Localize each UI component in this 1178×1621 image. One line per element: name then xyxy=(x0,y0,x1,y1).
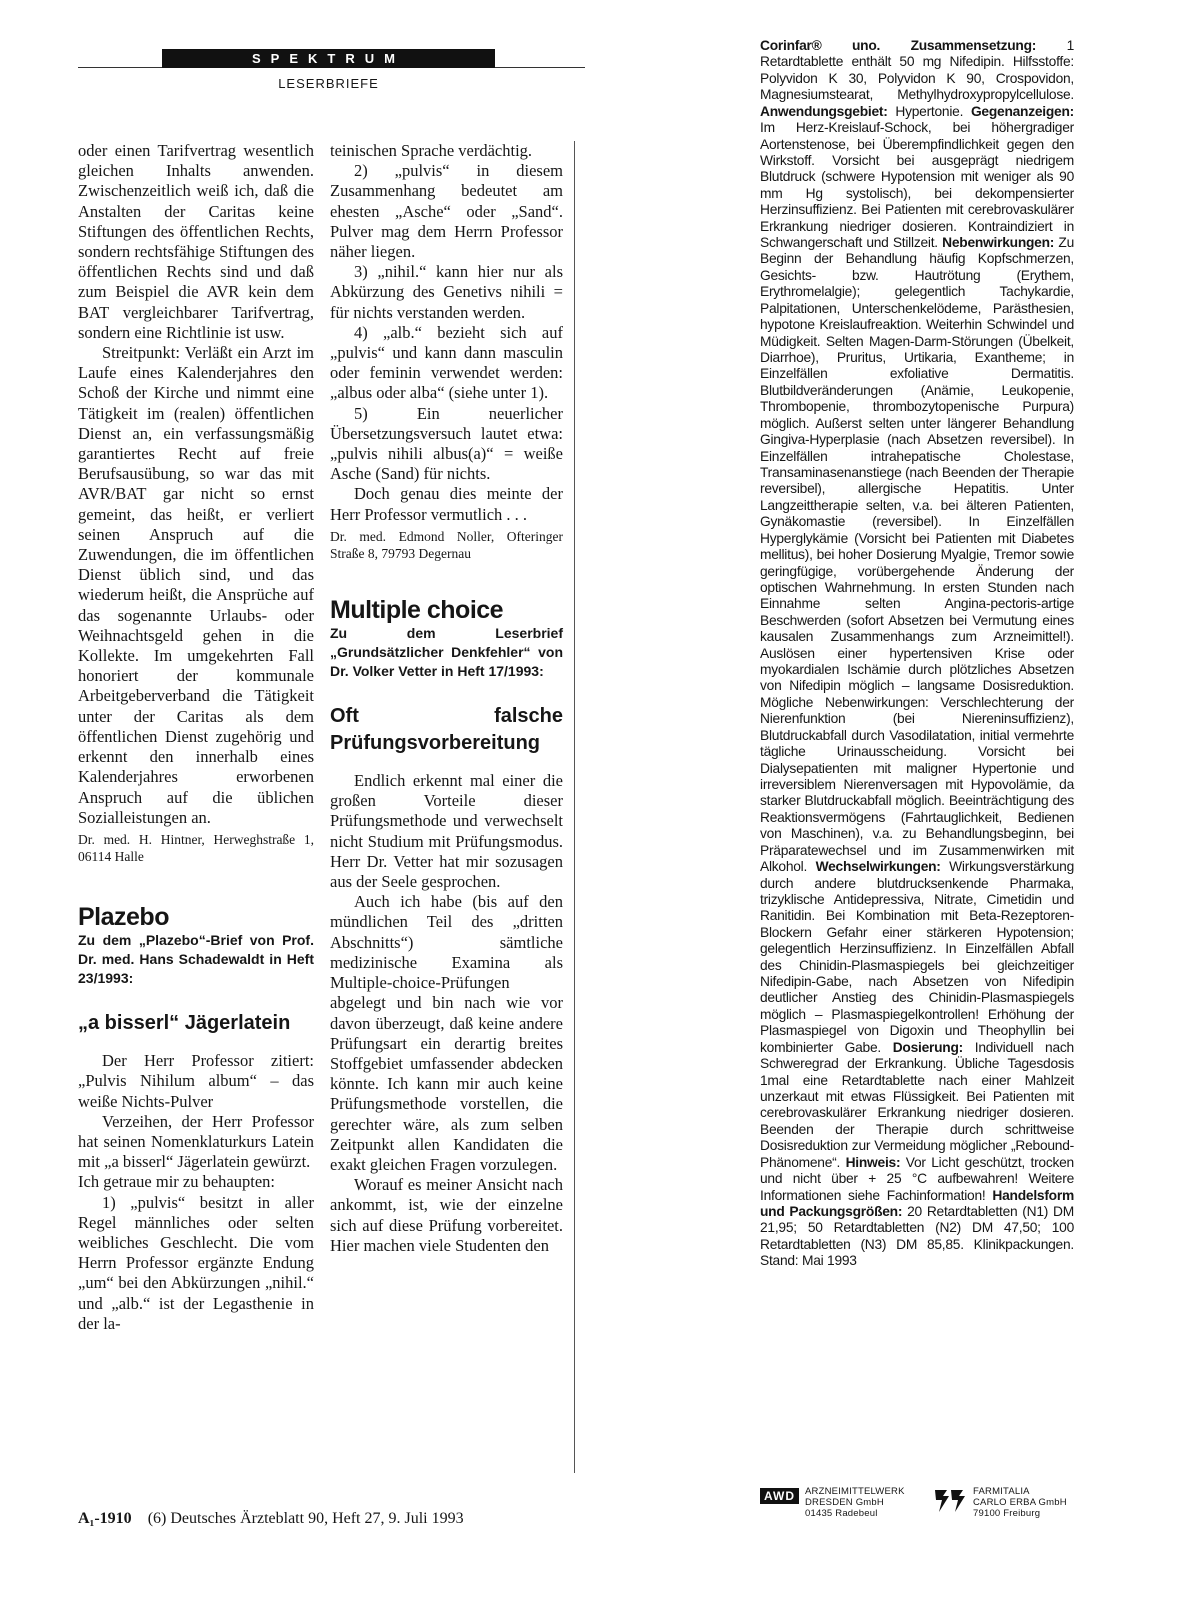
letter-paragraph: Worauf es meiner Ansicht nach ankommt, ist, wie der einzelne sich auf diese Prüfung vorbereitet. Hier machen viele Studenten den xyxy=(330,1175,563,1255)
section-label: SPEKTRUM xyxy=(162,49,495,68)
letter-paragraph: oder einen Tarifvertrag wesentlich gleichen Inhalts anwenden. Zwischenzeitlich weiß ich, daß die Anstalten der Caritas keine Stiftungen des öffentlichen Rechts, sondern rechtsfähige Stiftungen des öffentlichen Rechts sind und daß zum Beispiel die AVR kein dem BAT vergleichbarer Tarifvertrag, sondern eine Richtlinie ist usw. xyxy=(78,141,314,342)
letter-paragraph: Streitpunkt: Verläßt ein Arzt im Laufe eines Kalenderjahres den Schoß der Kirche und nimmt eine Tätigkeit im (realen) öffentlichen Dienst an, ein verfassungsmäßig garantiertes Recht auf freie Berufsausübung, so war das mit AVR/BAT gar nicht so ernst gemeint, das heißt, er verliert seinen Anspruch auf die Zuwendungen, die im öffentlichen Dienst üblich sind, und das wiederum heißt, die Ansprüche auf das sogenannte Urlaubs- oder Weihnachtsgeld gehen in die Kollekte. Im umgekehrten Fall honoriert der kommunale Arbeitgeberverband die Tätigkeit unter der Caritas als dem öffentlichen Dienst zugehörig und erkennt den innerhalb eines Kalenderjahres erworbenen Anspruch auf die üblichen Sozialleistungen an. xyxy=(78,343,314,827)
column-2 xyxy=(330,141,563,1256)
column-1 xyxy=(78,141,314,1334)
info-key: Handelsform und Packungsgrößen: xyxy=(760,1187,1074,1219)
farmitalia-logo xyxy=(933,1486,1067,1519)
letter-paragraph: Der Herr Professor zitiert: „Pulvis Nihilum album“ – das weiße Nichts-Pulver xyxy=(78,1051,314,1111)
awd-logo xyxy=(760,1486,905,1519)
article-title: Plazebo xyxy=(78,902,169,931)
letter-paragraph: Auch ich habe (bis auf den mündlichen Teil des „dritten Abschnitts“) sämtliche medizinische Examina als Multiple-choice-Prüfungen abgelegt und bin nach wie vor davon überzeugt, daß keine andere Prüfungsart ein derartig breites Stoffgebiet umfassender abdecken könnte. Ich kann mir auch keine Prüfungsmethode vorstellen, die gerechter wäre, als zum selben Zeitpunkt allen Kandidaten die exakt gleichen Fragen vorzulegen. xyxy=(330,892,563,1174)
letter-paragraph: Ich getraue mir zu behaupten: xyxy=(78,1172,275,1192)
letter-paragraph: 3) „nihil.“ kann hier nur als Abkürzung des Genetivs nihili = für nichts verstanden werden. xyxy=(330,262,563,322)
info-key: Dosierung: xyxy=(892,1039,964,1055)
header-rule-right xyxy=(495,67,585,68)
letter-signature: Dr. med. H. Hintner, Herweghstraße 1, 06114 Halle xyxy=(78,831,314,864)
farmitalia-line: CARLO ERBA GmbH xyxy=(973,1497,1067,1508)
subsection-label: LESERBRIEFE xyxy=(278,76,379,91)
info-text: 1 Retardtablette enthält 50 mg Nifedipin. Hilfsstoffe: Polyvidon K 30, Polyvidon K 90, Crospovidon, Magnesiumstearat, Methylhydroxypropylcellulose. xyxy=(760,38,1074,103)
info-key: Anwendungsgebiet: xyxy=(760,103,888,119)
info-text: 20 Retardtabletten (N1) DM 21,95; 50 Retardtabletten (N2) DM 47,50; 100 Retardtabletten (N3) DM 85,85. Klinikpackungen. Stand: Mai 1993 xyxy=(760,1203,1074,1269)
letter-paragraph: teinischen Sprache verdächtig. xyxy=(330,141,533,160)
info-text: Wirkungsverstärkung durch andere blutdrucksenkende Pharmaka, trizyklische Antidepressiva, Nitrate, Cimetidin und Ranitidin. Bei Kombination mit Beta-Rezeptoren-Blockern Gefahr einer stärkeren Hypotension; gelegentlich Herzinsuffizienz. In Einzelfällen Abfall des Chinidin-Plasmaspiegels bei gleichzeitiger Nifedipin-Gabe, nach Absetzen von Nifedipin deutlicher Anstieg des Chinidin-Plasmaspiegels möglich – Plasmaspiegelkontrollen! Erhöhung der Plasmaspiegel von Digoxin und Theophyllin bei kombinierter Gabe. xyxy=(760,859,1074,1055)
drug-information xyxy=(760,38,1074,1270)
awd-line: 01435 Radebeul xyxy=(805,1508,878,1519)
info-key: Zusammensetzung: xyxy=(910,38,1037,53)
journal-citation: (6) Deutsches Ärzteblatt 90, Heft 27, 9. Juli 1993 xyxy=(147,1510,464,1527)
farmitalia-line: 79100 Freiburg xyxy=(973,1508,1041,1519)
farmitalia-line: FARMITALIA xyxy=(973,1486,1030,1497)
letter-paragraph: Doch genau dies meinte der Herr Professor vermutlich . . . xyxy=(330,484,563,524)
info-text: Zu Beginn der Behandlung häufig Kopfschmerzen, Gesichts- bzw. Hautrötung (Erythem, Erythromelalgie); gelegentlich Tachykardie, Palpitationen, Unterschenkelödeme, Parästhesien, hypotone Kreislaufreaktion. Weiterhin Schwindel und Müdigkeit. Selten Magen-Darm-Störungen (Übelkeit, Diarrhoe), Pruritus, Urtikaria, Exantheme; in Einzelfällen exfoliative Dermatitis. Blutbildveränderungen (Anämie, Leukopenie, Thrombopenie, thrombozytopenische Purpura) möglich. Außerst selten unter längerer Behandlung Gingiva-Hyperplasie (nach Absetzen reversibel). In Einzelfällen intrahepatische Cholestase, Transaminasenanstiege (nach Beenden der Therapie reversibel), allergische Hepatitis. Unter Langzeittherapie selten, v.a. bei älteren Patienten, Gynäkomastie (reversibel). In Einzelfällen Hyperglykämie (Vorsicht bei Patienten mit Diabetes mellitus), bei hoher Dosierung Myalgie, Tremor sowie geringfügige, vorübergehende Änderung der optischen Wahrnehmung. In ersten Stunden nach Einnahme selten Angina-pectoris-artige Beschwerden (sofort Absetzen bei Vermutung eines kausalen Zusammenhangs zum Arzneimittel!). Auslösen einer hypertensiven Krise oder myokardialen Ischämie durch plötzliches Absetzen von Nifedipin möglich – langsame Dosisreduktion. Mögliche Nebenwirkungen: Verschlechterung der Nierenfunktion (bei Niereninsuffizienz), Blutdruckabfall durch Vasodilatation, initial vermehrte tägliche Urinausscheidung. Vorsicht bei Dialysepatienten mit maligner Hypertonie und irreversiblem Nierenversagen mit Hypovolämie, da starker Blutdruckabfall möglich. Beeinträchtigung des Reaktionsvermögens (Fahrtauglichkeit, Bedienen von Maschinen), v.a. zu Behandlungsbeginn, bei Präparatewechsel und im Zusammenwirken mit Alkohol. xyxy=(760,235,1074,875)
letter-paragraph: 1) „pulvis“ besitzt in aller Regel männliches oder selten weibliches Geschlecht. Die vom Herrn Professor ergänzte Endung „um“ bei den Abkürzungen „nihil.“ und „alb.“ ist der Legasthenie in der la- xyxy=(78,1192,314,1333)
info-text: Individuell nach Schweregrad der Erkrankung. Übliche Tagesdosis 1mal eine Retardtablette nach einer Mahlzeit unzerkaut mit etwas Flüssigkeit. Bei Patienten mit cerebrovaskulärer Erkrankung niedriger dosieren. Beenden der Therapie durch schrittweise Dosisreduktion zur Vermeidung möglicher „Rebound-Phänomene“. xyxy=(760,1039,1074,1170)
info-text: Im Herz-Kreislauf-Schock, bei höhergradiger Aortenstenose, bei Überempfindlichkeit gegen den Wirkstoff. Vorsicht bei ausgeprägt niedrigem Blutdruck (schwere Hypotension mit weniger als 90 mm Hg systolisch), bei dekompensierter Herzinsuffizienz. Bei Patienten mit cerebrovaskulärer Erkrankung niedriger dosieren. Kontraindiziert in Schwangerschaft und Stillzeit. xyxy=(760,120,1074,251)
awd-line: DRESDEN GmbH xyxy=(805,1497,884,1508)
info-key: Hinweis: xyxy=(845,1154,901,1170)
article-title: Multiple choice xyxy=(330,595,504,624)
article-subtitle: Oft falsche Prüfungsvorbereitung xyxy=(330,705,563,755)
article-intro: Zu dem „Plazebo“-Brief von Prof. Dr. med. Hans Schadewaldt in Heft 23/1993: xyxy=(78,932,314,987)
info-key: Wechselwirkungen: xyxy=(815,859,941,875)
info-key: Gegenanzeigen: xyxy=(970,103,1074,119)
letter-signature: Dr. med. Edmond Noller, Ofteringer Straße 8, 79793 Degernau xyxy=(330,528,563,561)
article-intro: Zu dem Leserbrief „Grundsätzlicher Denkfehler“ von Dr. Volker Vetter in Heft 17/1993: xyxy=(330,625,563,680)
farmitalia-emblem-icon xyxy=(933,1486,967,1516)
page-footer xyxy=(78,1510,464,1528)
letter-paragraph: Endlich erkennt mal einer die großen Vorteile dieser Prüfungsmethode und verwechselt nicht Studium mit Prüfungsmodus. Herr Dr. Vetter hat mir sozusagen aus der Seele gesprochen. xyxy=(330,771,563,892)
page-id: A₁-1910 xyxy=(78,1510,132,1527)
letter-paragraph: 2) „pulvis“ in diesem Zusammenhang bedeutet am ehesten „Asche“ oder „Sand“. Pulver mag dem Herrn Professor näher liegen. xyxy=(330,161,563,262)
awd-line: ARZNEIMITTELWERK xyxy=(805,1486,905,1497)
info-text: Vor Licht geschützt, trocken und nicht über + 25 °C aufbewahren! Weitere Informationen siehe Fachinformation! xyxy=(760,1154,1074,1203)
article-subtitle: „a bisserl“ Jägerlatein xyxy=(78,1012,291,1035)
column-divider xyxy=(574,141,575,1473)
letter-paragraph: 4) „alb.“ bezieht sich auf „pulvis“ und kann dann masculin oder feminin verwendet werden: „albus oder alba“ (siehe unter 1). xyxy=(330,322,563,403)
letter-paragraph: 5) Ein neuerlicher Übersetzungsversuch lautet etwa: „pulvis nihili albus(a)“ = weiße Asche (Sand) für nichts. xyxy=(330,403,563,484)
info-text: Hypertonie. xyxy=(895,103,964,119)
header-rule-left xyxy=(78,67,162,68)
info-key: Nebenwirkungen: xyxy=(942,235,1055,251)
product-name: Corinfar® uno. xyxy=(760,38,881,53)
letter-paragraph: Verzeihen, der Herr Professor hat seinen Nomenklaturkurs Latein mit „a bisserl“ Jägerlatein gewürzt. xyxy=(78,1111,314,1172)
awd-mark: AWD xyxy=(760,1488,799,1504)
